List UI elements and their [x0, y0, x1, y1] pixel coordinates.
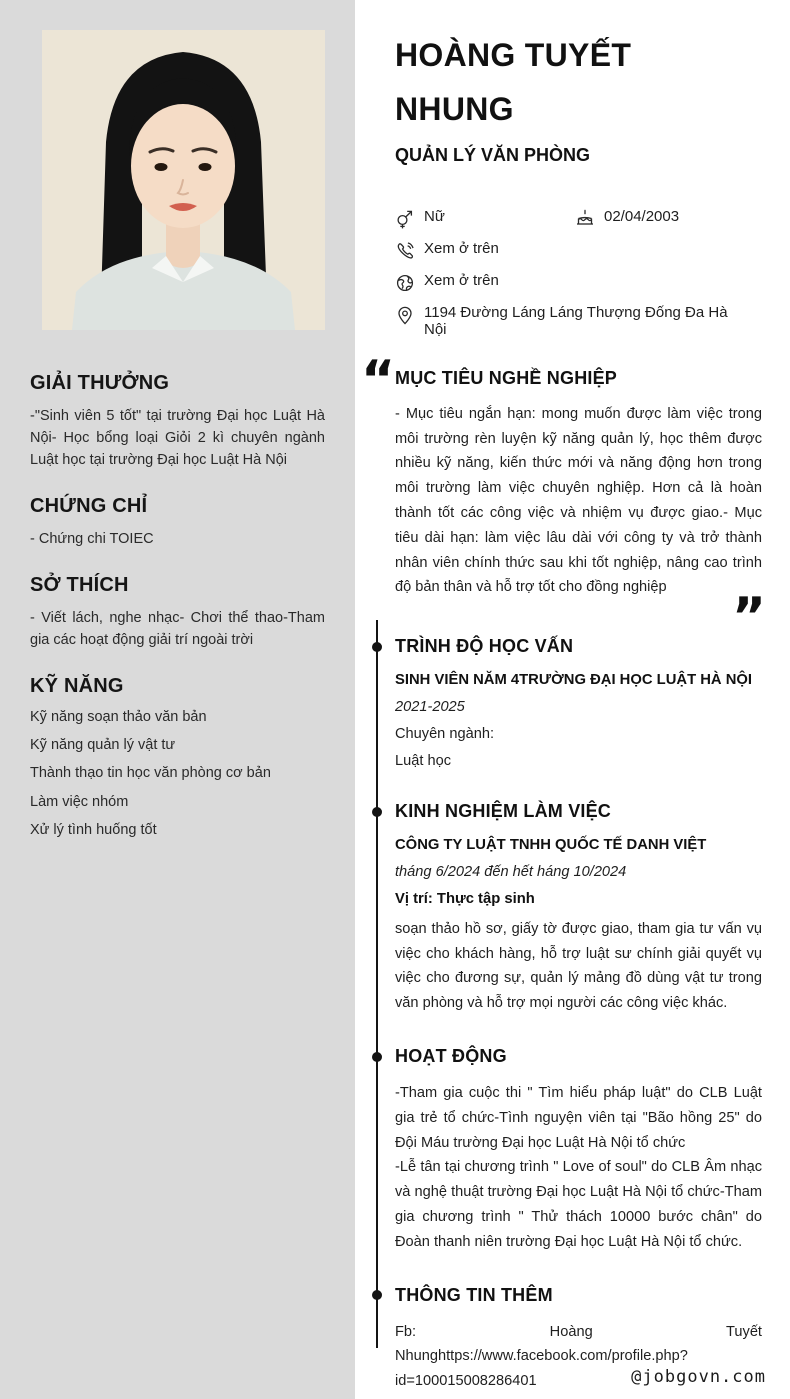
candidate-name: HOÀNG TUYẾT NHUNG	[395, 37, 632, 128]
activities-paragraph: -Tham gia cuộc thi " Tìm hiểu pháp luật" do CLB Luật gia trẻ tổ chức-Tình nguyện viên tại "Bão hồng 25" do Đội Máu trường Đại học Luật Hà Nội tổ chức	[395, 1085, 762, 1151]
experience-company: CÔNG TY LUẬT TNHH QUỐC TẾ DANH VIỆT	[395, 837, 707, 854]
skill-item: Kỹ năng soạn thảo văn bản	[30, 709, 207, 726]
phone-value: Xem ở trên	[424, 239, 499, 257]
profile-photo-illustration	[42, 30, 325, 330]
sidebar-content	[0, 372, 355, 839]
phone-icon	[395, 241, 415, 261]
quote-close-icon: ”	[731, 587, 766, 648]
quote-open-icon: “	[361, 349, 396, 410]
gender-value: Nữ	[424, 207, 445, 225]
skill-item: Làm việc nhóm	[30, 793, 129, 810]
objective-text: - Mục tiêu ngắn hạn: mong muốn được làm việc trong môi trường rèn luyện kỹ năng quản lý, học thêm được nhiều kỹ năng, kiến thức mới và năng động hơn trong môi trường làm việc chuyên nghiệp. Hơn cả là hoàn thành tốt các công việc và nhiệm vụ được giao.- Mục tiêu dài hạn: làm việc lâu dài với công ty và trở thành nhân viên chính thức sau khi tốt nghiệp, nâng cao trình độ bản thân và hỗ trợ tốt cho đồng nghiệp	[395, 405, 762, 596]
contact-section	[395, 208, 762, 338]
more-info-text: Fb: Hoàng Tuyết Nhunghttps://www.facebook.com/profile.php?id=100015008286401	[395, 1323, 762, 1390]
contact-row	[395, 208, 762, 229]
birthday-field	[575, 208, 679, 229]
skills-heading: KỸ NĂNG	[30, 675, 124, 698]
website-field	[395, 272, 762, 293]
activities-paragraph: -Lễ tân tại chương trình " Love of soul" do CLB Âm nhạc và nghệ thuật trường Đại học Luật Hà Nội tổ chức-Tham gia chương trình " Thử thách 10000 bước chân" do Đoàn thanh niên trường Đại học Luật Hà Nội tổ chức.	[395, 1159, 762, 1250]
birthday-value: 02/04/2003	[604, 207, 680, 225]
certificates-heading: CHỨNG CHỈ	[30, 495, 148, 518]
education-section	[395, 636, 762, 771]
sidebar	[0, 0, 355, 1399]
main-column	[355, 0, 790, 1399]
candidate-job-title: QUẢN LÝ VĂN PHÒNG	[395, 144, 591, 165]
awards-heading: GIẢI THƯỞNG	[30, 372, 170, 394]
objective-heading: MỤC TIÊU NGHỀ NGHIỆP	[395, 367, 618, 388]
experience-period: tháng 6/2024 đến hết háng 10/2024	[395, 864, 627, 881]
location-pin-icon	[395, 305, 415, 325]
experience-heading: KINH NGHIỆM LÀM VIỆC	[395, 801, 762, 822]
education-major: Luật học	[395, 752, 451, 769]
address-value: 1194 Đường Láng Láng Thượng Đống Đa Hà Nội	[424, 303, 728, 338]
birthday-cake-icon	[575, 209, 595, 229]
education-period: 2021-2025	[395, 699, 465, 716]
profile-photo	[42, 30, 325, 330]
experience-description: soạn thảo hồ sơ, giấy tờ được giao, tham gia tư vấn vụ việc cho khách hàng, hỗ trợ luật sư chính giải quyết vụ việc cho đương sự, quản lý mảng đồ dùng vật tư trong văn phòng và hỗ trợ mọi người các công việc khác.	[395, 920, 762, 1012]
hobbies-text: - Viết lách, nghe nhạc- Chơi thể thao-Tham gia các hoạt động giải trí ngoài trời	[30, 610, 325, 649]
address-field	[395, 304, 762, 338]
gender-field	[395, 208, 575, 229]
timeline	[395, 636, 762, 1394]
experience-position: Vị trí: Thực tập sinh	[395, 890, 535, 907]
watermark: @jobgovn.com	[631, 1367, 766, 1387]
education-major-label: Chuyên ngành:	[395, 725, 494, 742]
certificates-text: - Chứng chi TOIEC	[30, 531, 154, 548]
awards-text: -"Sinh viên 5 tốt" tại trường Đại học Luật Hà Nội- Học bổng loại Giỏi 2 kì chuyên ngành Luật học tại trường Đại học Luật Hà Nội	[30, 408, 325, 469]
phone-field	[395, 240, 762, 261]
education-heading: TRÌNH ĐỘ HỌC VẤN	[395, 636, 762, 657]
skill-item: Kỹ năng quản lý vật tư	[30, 737, 176, 754]
experience-section	[395, 801, 762, 1016]
gender-icon	[395, 209, 415, 229]
globe-icon	[395, 273, 415, 293]
activities-section	[395, 1046, 762, 1255]
more-info-heading: THÔNG TIN THÊM	[395, 1285, 762, 1306]
education-school: SINH VIÊN NĂM 4TRƯỜNG ĐẠI HỌC LUẬT HÀ NỘI	[395, 672, 753, 689]
skill-item: Thành thạo tin học văn phòng cơ bản	[30, 765, 271, 782]
activities-heading: HOẠT ĐỘNG	[395, 1046, 762, 1067]
hobbies-heading: SỞ THÍCH	[30, 574, 129, 597]
website-value: Xem ở trên	[424, 271, 499, 289]
skill-item: Xử lý tình huống tốt	[30, 821, 157, 838]
